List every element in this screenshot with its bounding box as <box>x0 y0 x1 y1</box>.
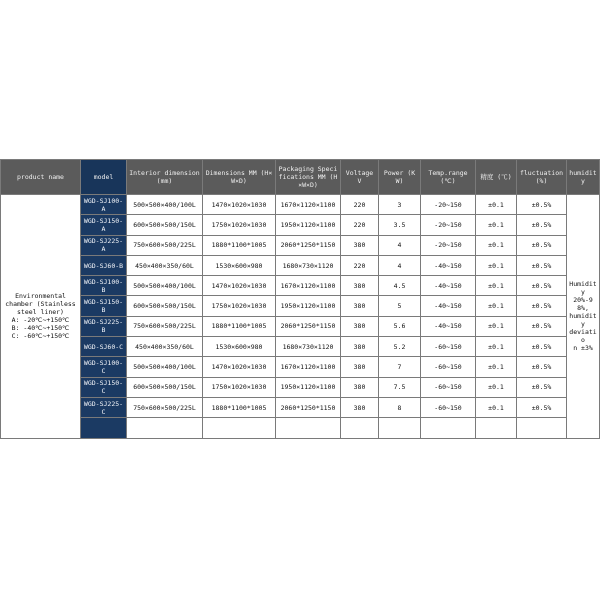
temp-range-cell: -60~150 <box>421 397 476 417</box>
voltage-cell: 380 <box>341 296 379 316</box>
power-cell: 8 <box>379 397 421 417</box>
voltage-cell: 380 <box>341 377 379 397</box>
header-cell: model <box>81 160 127 195</box>
precision-cell: ±0.1 <box>476 235 517 255</box>
table-row <box>1 276 600 296</box>
power-cell <box>379 418 421 438</box>
interior-cell: 600×500×500/150L <box>127 296 203 316</box>
power-cell: 5.2 <box>379 337 421 357</box>
packaging-cell: 2060*1250*1150 <box>276 316 341 336</box>
fluctuation-cell: ±0.5% <box>517 235 567 255</box>
packaging-cell <box>276 418 341 438</box>
power-cell: 3 <box>379 195 421 215</box>
table-row <box>1 377 600 397</box>
model-cell: WGD-SJ150-C <box>81 377 127 397</box>
header-cell: Voltage V <box>341 160 379 195</box>
temp-range-cell: -40~150 <box>421 276 476 296</box>
voltage-cell: 220 <box>341 195 379 215</box>
product-name-line: B: -40℃~+150℃ <box>11 324 70 333</box>
precision-cell <box>476 418 517 438</box>
humidity-cell <box>567 195 600 439</box>
humidity-line: 20%-98%, <box>573 296 593 313</box>
header-cell: Interior dimension (mm) <box>127 160 203 195</box>
table-row <box>1 296 600 316</box>
model-cell: WGD-SJ225-B <box>81 316 127 336</box>
interior-cell: 500×500×400/100L <box>127 195 203 215</box>
table-row <box>1 215 600 235</box>
product-name-line: Environmental <box>15 292 66 301</box>
humidity-line: deviatio <box>569 328 597 345</box>
dimensions-cell: 1880*1100*1005 <box>203 235 276 255</box>
table-body <box>1 195 600 439</box>
dimensions-cell <box>203 418 276 438</box>
temp-range-cell: -20~150 <box>421 215 476 235</box>
precision-cell: ±0.1 <box>476 215 517 235</box>
product-name-line: C: -60℃~+150℃ <box>11 332 70 341</box>
fluctuation-cell <box>517 418 567 438</box>
temp-range-cell: -20~150 <box>421 195 476 215</box>
voltage-cell: 380 <box>341 235 379 255</box>
fluctuation-cell: ±0.5% <box>517 377 567 397</box>
fluctuation-cell: ±0.5% <box>517 255 567 275</box>
interior-cell: 600×500×500/150L <box>127 215 203 235</box>
dimensions-cell: 1530×600×980 <box>203 337 276 357</box>
power-cell: 5.6 <box>379 316 421 336</box>
header-cell: humidity <box>567 160 600 195</box>
product-name-line: chamber (Stainless <box>5 300 76 309</box>
voltage-cell: 380 <box>341 397 379 417</box>
fluctuation-cell: ±0.5% <box>517 337 567 357</box>
header-cell: fluctuation (%) <box>517 160 567 195</box>
precision-cell: ±0.1 <box>476 316 517 336</box>
voltage-cell: 380 <box>341 357 379 377</box>
model-cell: WGD-SJ150-B <box>81 296 127 316</box>
power-cell: 3.5 <box>379 215 421 235</box>
packaging-cell: 1680×730×1120 <box>276 255 341 275</box>
power-cell: 7.5 <box>379 377 421 397</box>
voltage-cell: 380 <box>341 337 379 357</box>
temp-range-cell: -40~150 <box>421 296 476 316</box>
model-cell: WGD-SJ100-C <box>81 357 127 377</box>
interior-cell: 500×500×400/100L <box>127 357 203 377</box>
packaging-cell: 1680×730×1120 <box>276 337 341 357</box>
product-name-line: A: -20℃~+150℃ <box>11 316 70 325</box>
product-name-cell <box>1 195 81 439</box>
interior-cell: 500×500×400/100L <box>127 276 203 296</box>
temp-range-cell: -40~150 <box>421 316 476 336</box>
fluctuation-cell: ±0.5% <box>517 397 567 417</box>
table-row <box>1 316 600 336</box>
power-cell: 4.5 <box>379 276 421 296</box>
model-cell: WGD-SJ60-C <box>81 337 127 357</box>
temp-range-cell: -60~150 <box>421 337 476 357</box>
dimensions-cell: 1880*1100*1005 <box>203 316 276 336</box>
precision-cell: ±0.1 <box>476 195 517 215</box>
packaging-cell: 1950×1120×1100 <box>276 215 341 235</box>
header-cell: Packaging Specifications MM (H×W×D) <box>276 160 341 195</box>
fluctuation-cell: ±0.5% <box>517 357 567 377</box>
temp-range-cell: -60~150 <box>421 357 476 377</box>
model-cell: WGD-SJ100-A <box>81 195 127 215</box>
packaging-cell: 1950×1120×1100 <box>276 377 341 397</box>
precision-cell: ±0.1 <box>476 255 517 275</box>
dimensions-cell: 1470×1020×1030 <box>203 195 276 215</box>
spec-table <box>0 159 600 439</box>
interior-cell: 600×500×500/150L <box>127 377 203 397</box>
dimensions-cell: 1470×1020×1030 <box>203 276 276 296</box>
interior-cell: 450×400×350/60L <box>127 337 203 357</box>
table-row <box>1 397 600 417</box>
fluctuation-cell: ±0.5% <box>517 195 567 215</box>
packaging-cell: 1670×1120×1100 <box>276 357 341 377</box>
table-row <box>1 255 600 275</box>
temp-range-cell <box>421 418 476 438</box>
fluctuation-cell: ±0.5% <box>517 316 567 336</box>
precision-cell: ±0.1 <box>476 296 517 316</box>
dimensions-cell: 1880*1100*1005 <box>203 397 276 417</box>
voltage-cell: 220 <box>341 255 379 275</box>
temp-range-cell: -20~150 <box>421 235 476 255</box>
precision-cell: ±0.1 <box>476 276 517 296</box>
model-cell: WGD-SJ225-A <box>81 235 127 255</box>
precision-cell: ±0.1 <box>476 377 517 397</box>
power-cell: 5 <box>379 296 421 316</box>
header-cell: 精度 (℃) <box>476 160 517 195</box>
table-row <box>1 418 600 438</box>
table-row <box>1 195 600 215</box>
model-cell: WGD-SJ100-B <box>81 276 127 296</box>
voltage-cell: 380 <box>341 276 379 296</box>
power-cell: 4 <box>379 255 421 275</box>
packaging-cell: 2060*1250*1150 <box>276 235 341 255</box>
fluctuation-cell: ±0.5% <box>517 276 567 296</box>
interior-cell: 750×600×500/225L <box>127 235 203 255</box>
model-cell: WGD-SJ60-B <box>81 255 127 275</box>
dimensions-cell: 1750×1020×1030 <box>203 215 276 235</box>
interior-cell <box>127 418 203 438</box>
precision-cell: ±0.1 <box>476 357 517 377</box>
dimensions-cell: 1470×1020×1030 <box>203 357 276 377</box>
temp-range-cell: -60~150 <box>421 377 476 397</box>
dimensions-cell: 1750×1020×1030 <box>203 377 276 397</box>
dimensions-cell: 1750×1020×1030 <box>203 296 276 316</box>
interior-cell: 750×600×500/225L <box>127 316 203 336</box>
model-cell: WGD-SJ225-C <box>81 397 127 417</box>
fluctuation-cell: ±0.5% <box>517 215 567 235</box>
header-row <box>1 160 600 195</box>
packaging-cell: 2060*1250*1150 <box>276 397 341 417</box>
humidity-line: n ±3% <box>573 344 593 353</box>
packaging-cell: 1670×1120×1100 <box>276 195 341 215</box>
precision-cell: ±0.1 <box>476 397 517 417</box>
header-cell: Temp.range (℃) <box>421 160 476 195</box>
table-row <box>1 357 600 377</box>
voltage-cell <box>341 418 379 438</box>
model-cell: WGD-SJ150-A <box>81 215 127 235</box>
table-row <box>1 235 600 255</box>
power-cell: 7 <box>379 357 421 377</box>
voltage-cell: 220 <box>341 215 379 235</box>
packaging-cell: 1950×1120×1100 <box>276 296 341 316</box>
header-cell: Power (KW) <box>379 160 421 195</box>
interior-cell: 450×400×350/60L <box>127 255 203 275</box>
model-cell <box>81 418 127 438</box>
packaging-cell: 1670×1120×1100 <box>276 276 341 296</box>
interior-cell: 750×600×500/225L <box>127 397 203 417</box>
fluctuation-cell: ±0.5% <box>517 296 567 316</box>
power-cell: 4 <box>379 235 421 255</box>
product-name-line: steel liner) <box>17 308 64 317</box>
humidity-line: humidity <box>569 312 597 329</box>
humidity-line: Humidity <box>569 280 597 297</box>
header-cell: Dimensions MM (H×W×D) <box>203 160 276 195</box>
temp-range-cell: -40~150 <box>421 255 476 275</box>
voltage-cell: 380 <box>341 316 379 336</box>
dimensions-cell: 1530×600×980 <box>203 255 276 275</box>
table-row <box>1 337 600 357</box>
precision-cell: ±0.1 <box>476 337 517 357</box>
header-cell: product name <box>1 160 81 195</box>
